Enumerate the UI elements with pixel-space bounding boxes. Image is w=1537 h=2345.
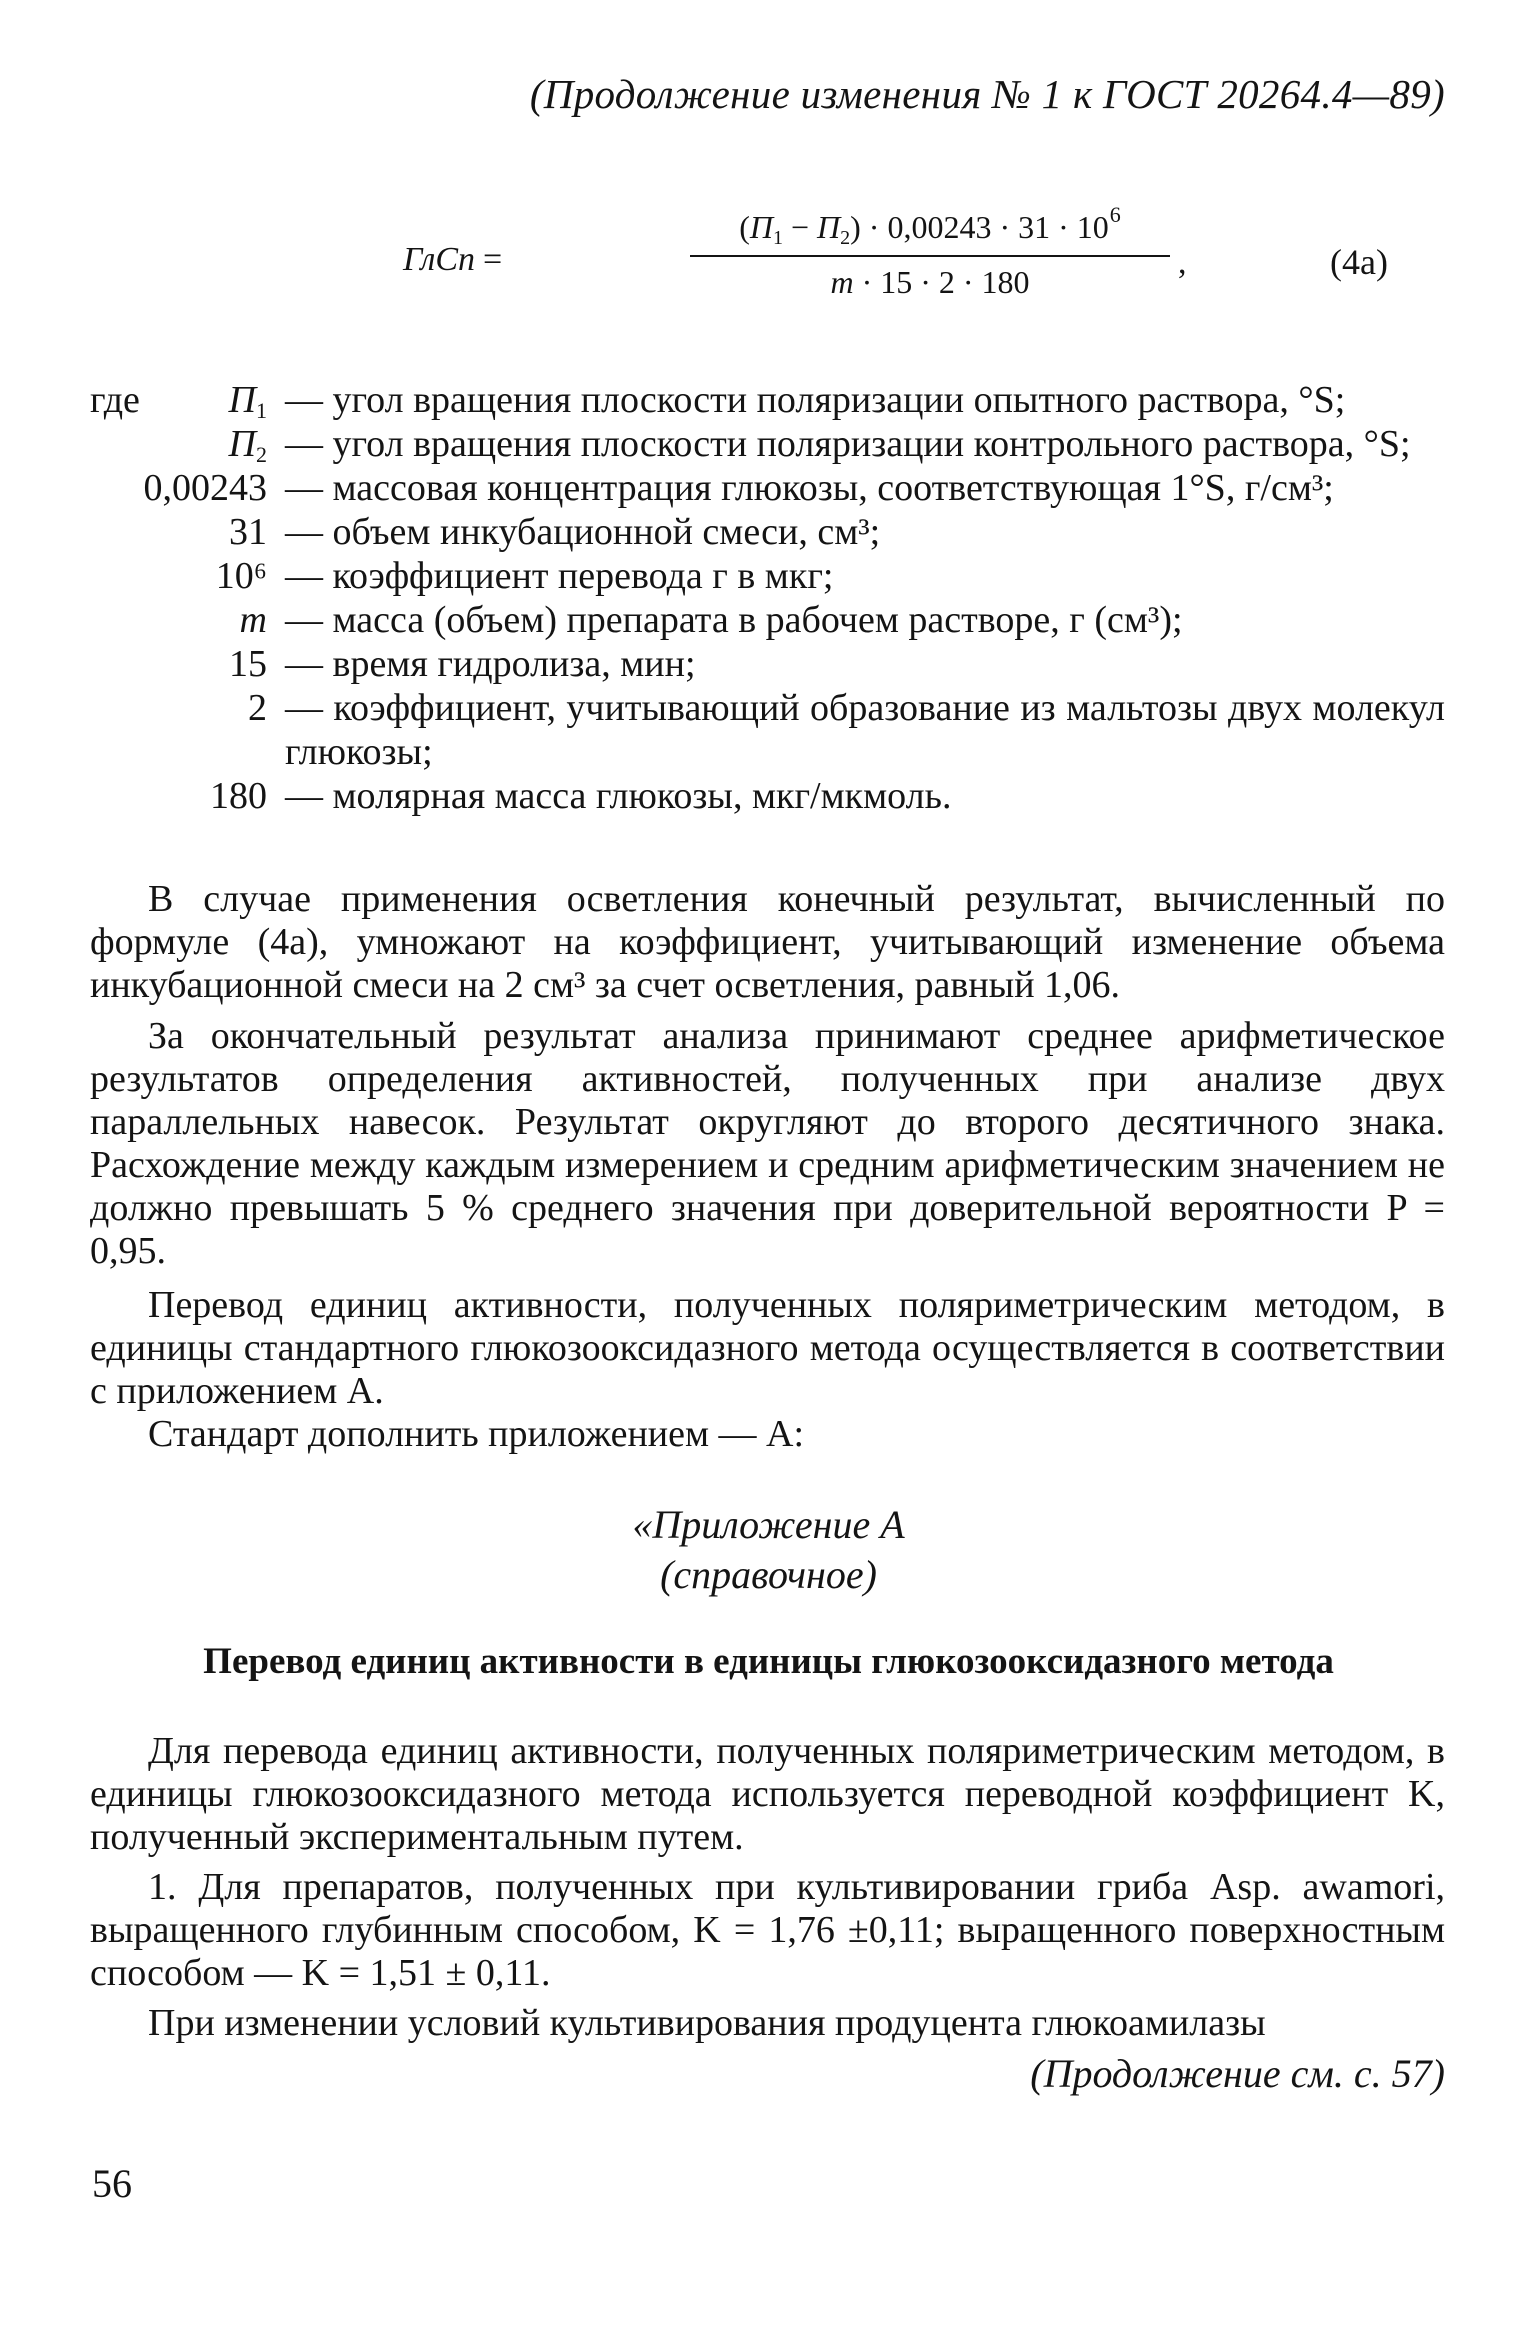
definition-symbol: 15 <box>229 643 267 685</box>
definition-symbol: 180 <box>210 775 267 817</box>
formula-num-tail: ) · 0,00243 · 31 · 10 <box>850 209 1109 245</box>
definition-symbol-sub: 2 <box>256 442 267 467</box>
appendix-paragraph-item-1: 1. Для препаратов, полученных при культивировании гриба Asp. awamori, выращенного глубинным способом, K = 1,76 ±0,11; выращенного поверхностным способом — K = 1,51 ± 0,11. <box>90 1866 1445 1994</box>
formula-numerator <box>690 202 1170 250</box>
definition-symbol: 0,00243 <box>143 467 267 509</box>
paragraph-unit-conversion: Перевод единиц активности, полученных поляриметрическим методом, в единицы стандартного глюкозооксидазного метода осуществляется в соответствии с приложением А. <box>90 1284 1445 1412</box>
page-number: 56 <box>92 2161 132 2206</box>
definition-item <box>0 598 1537 642</box>
definition-text: — коэффициент перевода г в мкг; <box>285 555 834 597</box>
formula-num-sup: 6 <box>1109 202 1121 227</box>
definition-symbol <box>240 598 267 642</box>
definition-item <box>0 510 1537 554</box>
formula-num-open: ( <box>739 209 750 245</box>
formula-equals: = <box>483 241 503 278</box>
formula-den-m: m <box>830 264 854 300</box>
definition-text: — массовая концентрация глюкозы, соответствующая 1°S, г/см³; <box>285 467 1334 509</box>
appendix-paragraph-intro: Для перевода единиц активности, полученных поляриметрическим методом, в единицы глюкозооксидазного метода используется переводной коэффициент K, полученный экспериментальным путем. <box>90 1730 1445 1858</box>
formula-p1: П <box>749 209 773 245</box>
formula-minus: − <box>782 209 818 245</box>
definitions-list <box>0 378 1537 818</box>
definition-text: — молярная масса глюкозы, мкг/мкмоль. <box>285 775 952 817</box>
page-header: (Продолжение изменения № 1 к ГОСТ 20264.4—89) <box>529 71 1445 117</box>
definition-text: — объем инкубационной смеси, см³; <box>285 511 881 553</box>
definition-item <box>0 466 1537 510</box>
fraction-bar <box>690 255 1170 257</box>
formula-p1-sub: 1 <box>772 227 783 249</box>
definition-symbol-sub: 1 <box>256 398 267 423</box>
paragraph-final-result: За окончательный результат анализа принимают среднее арифметическое результатов определения активностей, полученных при анализе двух параллельных навесок. Результат округляют до второго десятичного знака. Расхождение между каждым измерением и средним арифметическим значением не должно превышать 5 % среднего значения при доверительной вероятности P = 0,95. <box>90 1015 1445 1272</box>
formula-comma: , <box>1178 244 1187 281</box>
definition-symbol: 10⁶ <box>215 555 267 597</box>
definition-item <box>0 774 1537 818</box>
definition-symbol-text: П <box>228 423 256 465</box>
formula-p2: П <box>817 209 841 245</box>
appendix-type: (справочное) <box>660 1552 877 1597</box>
definition-symbol-text: m <box>239 599 267 641</box>
formula-label: (4а) <box>1330 242 1388 282</box>
where-label: где <box>90 379 140 421</box>
definition-item <box>0 378 1537 422</box>
definition-text: — время гидролиза, мин; <box>285 643 696 685</box>
definition-item <box>0 422 1537 466</box>
definition-text: — коэффициент, учитывающий образование из мальтозы двух молекул глюкозы; <box>285 687 1445 773</box>
definition-item <box>0 642 1537 686</box>
definition-text: — масса (объем) препарата в рабочем растворе, г (см³); <box>285 599 1183 641</box>
definition-symbol-text: П <box>228 379 256 421</box>
paragraph-standard-supplement: Стандарт дополнить приложением — А: <box>148 1413 805 1455</box>
definition-item <box>0 686 1537 774</box>
formula-denominator <box>690 264 1170 301</box>
formula-den-tail: · 15 · 2 · 180 <box>853 264 1030 300</box>
formula-p2-sub: 2 <box>840 227 851 249</box>
definition-text: — угол вращения плоскости поляризации опытного раствора, °S; <box>285 379 1346 421</box>
continuation-note: (Продолжение см. с. 57) <box>1030 2051 1445 2096</box>
definition-symbol: 2 <box>248 687 267 729</box>
definition-text: — угол вращения плоскости поляризации контрольного раствора, °S; <box>285 423 1411 465</box>
definition-symbol: 31 <box>229 511 267 553</box>
formula-lhs: ГлСп <box>403 241 476 278</box>
appendix-title: Перевод единиц активности в единицы глюкозооксидазного метода <box>203 1641 1334 1682</box>
formula-4a <box>0 192 1537 332</box>
paragraph-clarification: В случае применения осветления конечный результат, вычисленный по формуле (4а), умножают на коэффициент, учитывающий изменение объема инкубационной смеси на 2 см³ за счет осветления, равный 1,06. <box>90 878 1445 1006</box>
appendix-label: «Приложение А <box>632 1502 905 1547</box>
appendix-heading <box>0 1500 1537 1600</box>
appendix-paragraph-conditions: При изменении условий культивирования продуцента глюкоамилазы <box>148 2002 1266 2044</box>
definition-item <box>0 554 1537 598</box>
